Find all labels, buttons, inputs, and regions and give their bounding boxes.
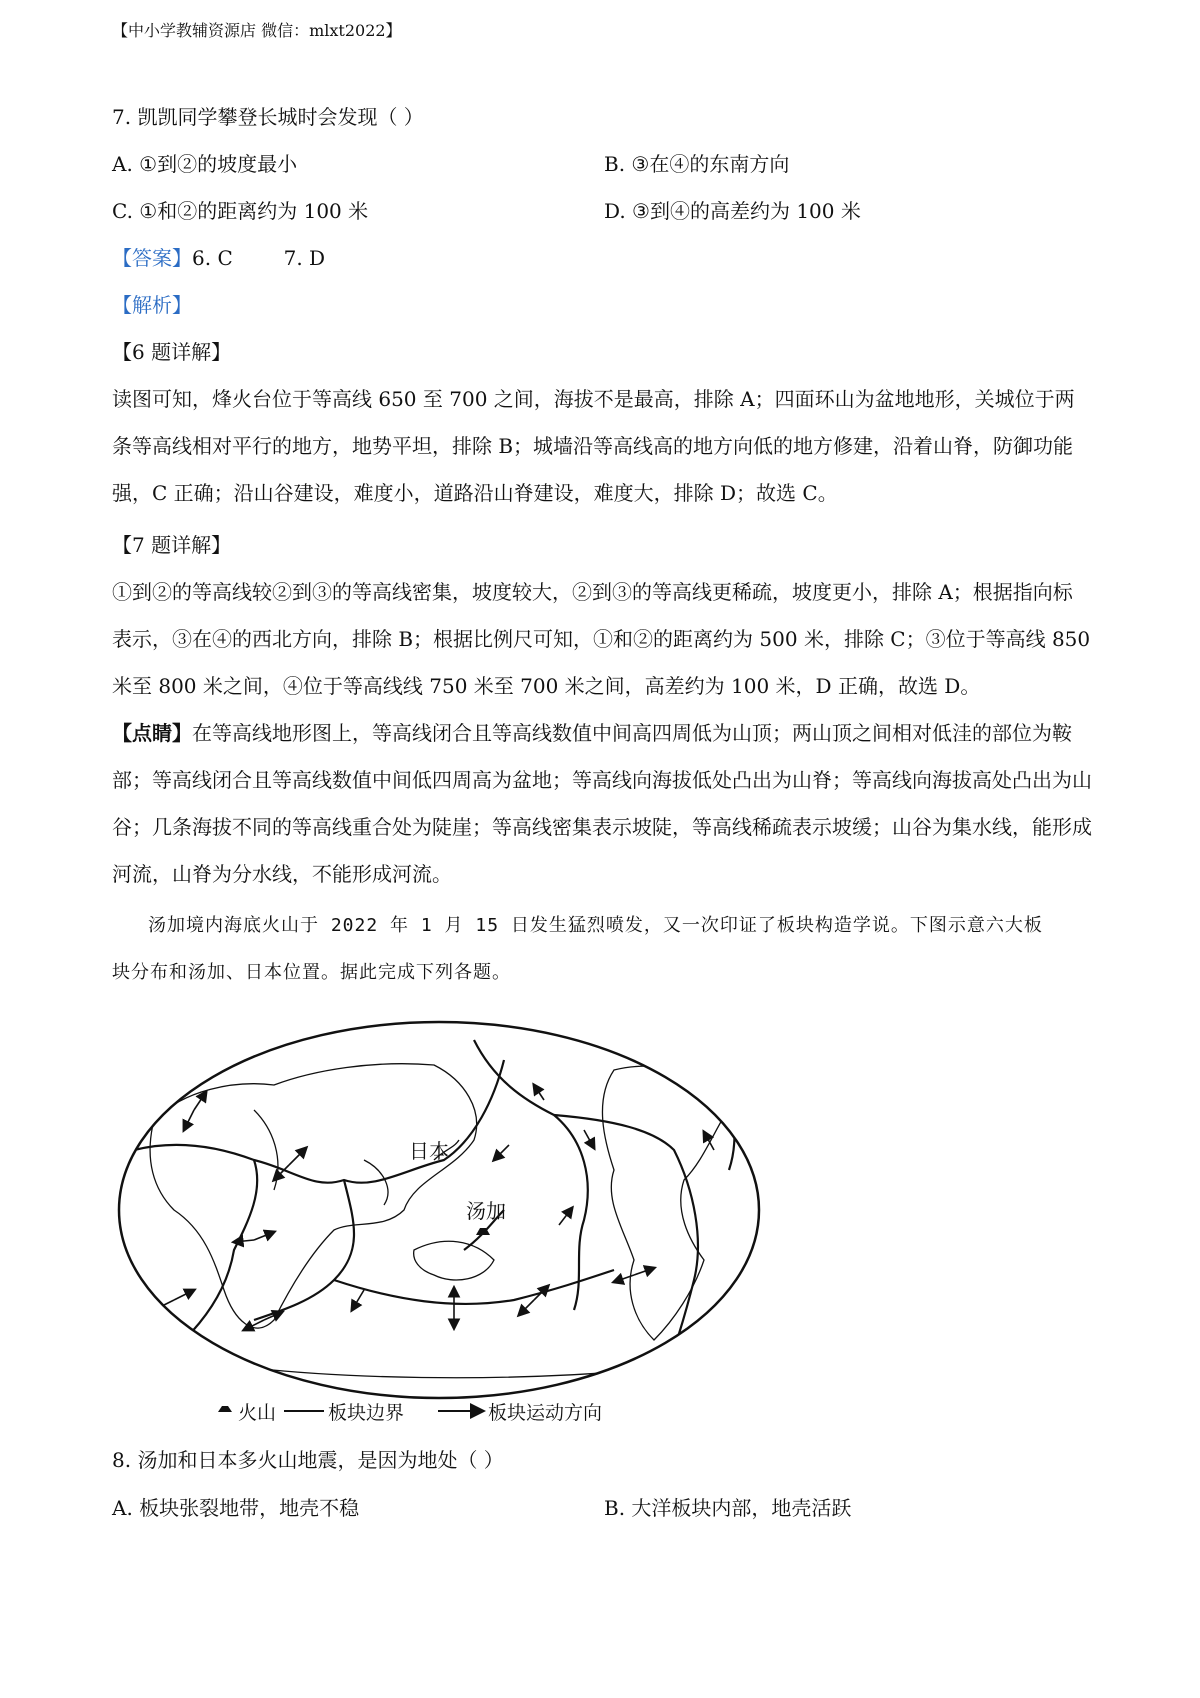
analysis-tag: 【解析】	[112, 293, 192, 317]
legend-boundary-label: 板块边界	[328, 1403, 405, 1424]
answer-text: 6. C 7. D	[192, 246, 326, 270]
page-header: 【中小学教辅资源店 微信：mlxt2022】	[112, 21, 402, 40]
q7-detail-body: ①到②的等高线较②到③的等高线密集，坡度较大，②到③的等高线更稀疏，坡度更小，排除 A；根据指向标表示，③在④的西北方向，排除 B；根据比例尺可知，①和②的距离约为 500 米，排除 C；③位于等高线 850 米至 800 米之间，④位于等高线线 750 米至 700 米之间，高差约为 100 米，D 正确，故选 D。	[112, 580, 1091, 698]
plate-map-figure	[114, 1020, 764, 1430]
question-8-option-b: B. 大洋板块内部，地壳活跃	[604, 1496, 852, 1520]
q7-detail-title: 【7 题详解】	[112, 533, 232, 557]
question-7-option-b: B. ③在④的东南方向	[604, 152, 790, 176]
label-tonga: 汤加	[466, 1201, 506, 1223]
map-frame	[119, 1022, 759, 1398]
intro-line-2: 块分布和汤加、日本位置。据此完成下列各题。	[112, 962, 511, 983]
question-7-stem: 7. 凯凯同学攀登长城时会发现（ ）	[112, 105, 424, 129]
legend-motion-label: 板块运动方向	[488, 1403, 603, 1424]
q6-detail-title: 【6 题详解】	[112, 340, 232, 364]
map-legend	[218, 1402, 602, 1424]
legend-volcano-icon	[218, 1406, 232, 1412]
answer-line	[112, 244, 325, 272]
tip-body: 在等高线地形图上，等高线闭合且等高线数值中间高四周低为山顶；两山顶之间相对低洼的部位为鞍部；等高线闭合且等高线数值中间低四周高为盆地；等高线向海拔低处凸出为山脊；等高线向海拔高处凸出为山谷；几条海拔不同的等高线重合处为陡崖；等高线密集表示坡陡，等高线稀疏表示坡缓；山谷为集水线，能形成河流，山脊为分水线，不能形成河流。	[112, 721, 1092, 886]
question-7-option-a: A. ①到②的坡度最小	[112, 152, 298, 176]
tip-tag: 【点睛】	[112, 721, 192, 745]
question-8-option-a: A. 板块张裂地带，地壳不稳	[112, 1496, 360, 1520]
question-7-option-c: C. ①和②的距离约为 100 米	[112, 199, 369, 223]
legend-volcano-label: 火山	[238, 1403, 277, 1424]
question-7-option-d: D. ③到④的高差约为 100 米	[604, 199, 861, 223]
q6-detail-body: 读图可知，烽火台位于等高线 650 至 700 之间，海拔不是最高，排除 A；四面环山为盆地地形，关城位于两条等高线相对平行的地方，地势平坦，排除 B；城墙沿等高线高的地方向低的地方修建，沿着山脊，防御功能强，C 正确；沿山谷建设，难度小，道路沿山脊建设，难度大，排除 D；故选 C。	[112, 387, 1075, 505]
intro-line-1: 汤加境内海底火山于 2022 年 1 月 15 日发生猛烈喷发，又一次印证了板块构造学说。下图示意六大板	[148, 915, 1043, 936]
answer-tag: 【答案】	[112, 246, 192, 270]
tip-paragraph	[112, 710, 1092, 898]
label-japan: 日本	[409, 1141, 449, 1163]
question-8-stem: 8. 汤加和日本多火山地震，是因为地处（ ）	[112, 1448, 504, 1472]
